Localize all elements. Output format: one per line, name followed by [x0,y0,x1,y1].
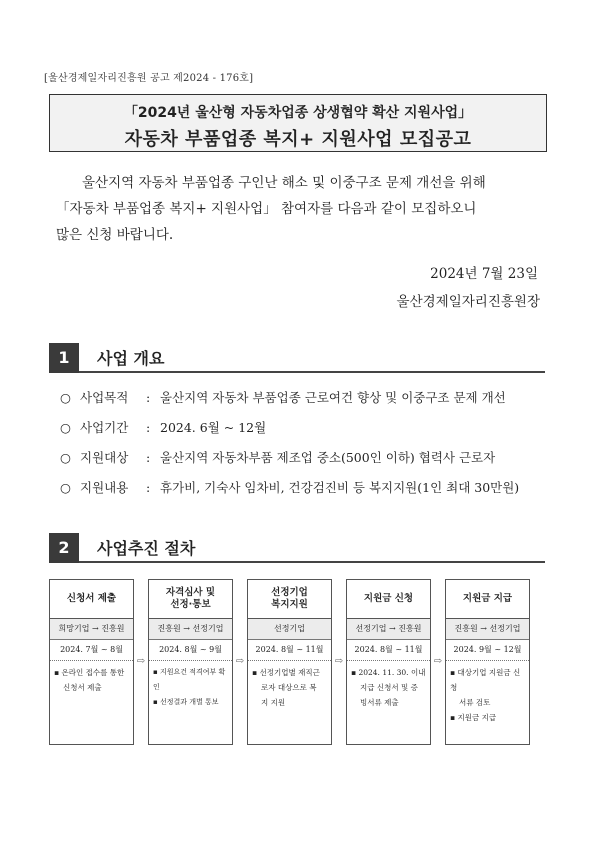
step-actors: 선정기업 [248,619,331,640]
step-actors: 진흥원 → 선정기업 [149,619,232,640]
step-desc-line: ▪ 선정결과 개별 통보 [153,698,219,706]
process-flow [49,579,531,747]
colon: : [146,390,151,405]
step-desc-line: 지급 신청서 및 증 [360,683,418,692]
step-period: 2024. 9월 ~ 12월 [446,640,529,661]
intro-line-2: 「자동차 부품업종 복지+ 지원사업」 참여자를 다음과 같이 모집하오니 [56,201,477,217]
overview-item [60,388,550,406]
title-program: 「2024년 울산형 자동차업종 상생협약 확산 지원사업」 [123,105,473,121]
process-step [49,579,134,745]
step-desc-line: 로자 대상으로 복 [261,683,317,692]
step-description [347,661,430,710]
step-period: 2024. 8월 ~ 9월 [149,640,232,661]
title-box [49,94,547,152]
step-period: 2024. 8월 ~ 11월 [248,640,331,661]
overview-item [60,478,550,496]
issuer: 울산경제일자리진흥원장 [396,294,540,310]
arrow-right-icon: ⇨ [235,656,245,667]
section-underline [79,371,545,373]
step-desc-line: 빙서류 제출 [360,698,399,707]
step-actors: 진흥원 → 선정기업 [446,619,529,640]
announcement-date: 2024년 7월 23일 [430,266,538,282]
process-step [445,579,530,745]
bullet-circle-icon: ○ [60,420,71,435]
section-title: 사업 개요 [97,349,165,368]
overview-value: 2024. 6월 ~ 12월 [160,420,267,435]
colon: : [146,450,151,465]
step-description [50,661,133,695]
arrow-right-icon: ⇨ [433,656,443,667]
intro-line-1: 울산지역 자동차 부품업종 구인난 해소 및 이중구조 문제 개선을 위해 [82,175,486,191]
step-desc-line: ▪ 지원금 지급 [450,713,497,722]
section-underline [79,561,545,563]
step-period: 2024. 7월 ~ 8월 [50,640,133,661]
step-desc-line: 서류 검토 [459,698,491,707]
intro-paragraph [56,170,542,248]
step-actors: 선정기업 → 진흥원 [347,619,430,640]
process-step [148,579,233,745]
step-desc-line: ▪ 온라인 접수를 통한 [54,668,125,677]
overview-key: 사업목적 [80,390,129,405]
step-desc-line: ▪ 지원요건 적격여부 확인 [153,668,226,691]
section-number: 1 [49,343,79,373]
step-title: 지원금 신청 [347,580,430,619]
overview-key: 지원대상 [80,450,129,465]
section-1-header [49,343,545,373]
step-desc-line: 지 지원 [261,698,286,707]
overview-key: 지원내용 [80,480,129,495]
arrow-right-icon: ⇨ [334,656,344,667]
step-desc-line: ▪ 선정기업별 재직근 [252,668,320,677]
bullet-circle-icon: ○ [60,480,71,495]
step-title: 선정기업 복지지원 [248,580,331,619]
section-title: 사업추진 절차 [97,539,196,558]
announcement-number: [울산경제일자리진흥원 공고 제2024 - 176호] [44,73,254,84]
bullet-circle-icon: ○ [60,450,71,465]
step-title: 지원금 지급 [446,580,529,619]
step-desc-line: ▪ 2024. 11. 30. 이내 [351,668,426,677]
colon: : [146,480,151,495]
step-desc-line: 신청서 제출 [63,683,102,692]
overview-value: 울산지역 자동차 부품업종 근로여건 향상 및 이중구조 문제 개선 [160,390,506,405]
step-actors: 희망기업 → 진흥원 [50,619,133,640]
process-step [346,579,431,745]
step-description [248,661,331,710]
page-title: 자동차 부품업종 복지+ 지원사업 모집공고 [124,129,472,150]
colon: : [146,420,151,435]
overview-value: 울산지역 자동차부품 제조업 중소(500인 이하) 협력사 근로자 [160,450,496,465]
step-period: 2024. 8월 ~ 11월 [347,640,430,661]
overview-key: 사업기간 [80,420,129,435]
step-description [149,661,232,710]
section-2-header [49,533,545,563]
step-description [446,661,529,725]
overview-item [60,448,550,466]
intro-line-3: 많은 신청 바랍니다. [56,227,174,243]
section-number: 2 [49,533,79,563]
step-title: 신청서 제출 [50,580,133,619]
overview-item [60,418,550,436]
bullet-circle-icon: ○ [60,390,71,405]
step-desc-line: ▪ 대상기업 지원금 신청 [450,668,521,692]
process-step [247,579,332,745]
arrow-right-icon: ⇨ [136,656,146,667]
overview-value: 휴가비, 기숙사 임차비, 건강검진비 등 복지지원(1인 최대 30만원) [160,480,520,495]
step-title: 자격심사 및 선정·통보 [149,580,232,619]
